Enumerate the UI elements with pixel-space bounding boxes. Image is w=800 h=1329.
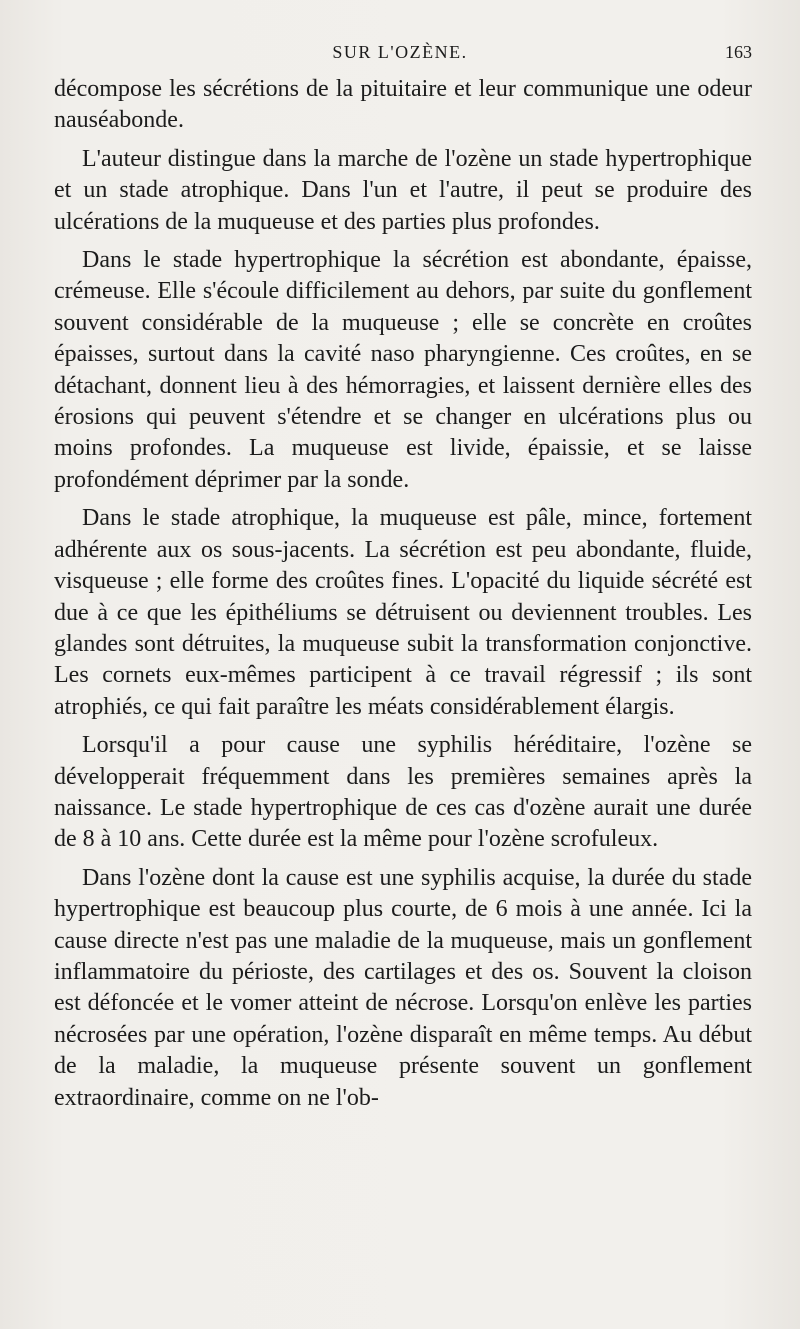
paragraph-1: décompose les sécrétions de la pituitaire et leur communique une odeur nauséabonde. <box>54 76 752 134</box>
paragraph-6: Dans l'ozène dont la cause est une syphilis acquise, la durée du stade hypertrophique est beaucoup plus courte, de 6 mois à une année. Ici la cause directe n'est pas une maladie de la muqueuse, mais un gonflement inflammatoire du périoste, des cartilages et des os. Souvent la cloison est défoncée et le vomer atteint de nécrose. Lorsqu'on enlève les parties nécrosées par une opération, l'ozène disparaît en même temps. Au début de la maladie, la muqueuse présente souvent un gonflement extraordinaire, comme on ne l'ob- <box>54 864 752 1111</box>
body-text <box>54 74 752 1121</box>
paragraph-3: Dans le stade hypertrophique la sécrétion est abondante, épaisse, crémeuse. Elle s'écoule difficilement au dehors, par suite du gonflement souvent considérable de la muqueuse ; elle se concrète en croûtes épaisses, surtout dans la cavité naso pharyngienne. Ces croûtes, en se détachant, donnent lieu à des hémorragies, et laissent dernière elles des érosions qui peuvent s'étendre et se changer en ulcérations plus ou moins profondes. La muqueuse est livide, épaissie, et se laisse profondément déprimer par la sonde. <box>54 247 752 493</box>
paragraph-4: Dans le stade atrophique, la muqueuse est pâle, mince, fortement adhérente aux os sous-jacents. La sécrétion est peu abondante, fluide, visqueuse ; elle forme des croûtes fines. L'opacité du liquide sécrété est due à ce que les épithéliums se détruisent ou deviennent troubles. Les glandes sont détruites, la muqueuse subit la transformation conjonctive. Les cornets eux-mêmes participent à ce travail régressif ; ils sont atrophiés, ce qui fait paraître les méats considérablement élargis. <box>54 505 752 720</box>
paragraph-2: L'auteur distingue dans la marche de l'ozène un stade hypertrophique et un stade atrophique. Dans l'un et l'autre, il peut se produire des ulcérations de la muqueuse et des parties plus profondes. <box>54 145 752 235</box>
running-title: SUR L'OZÈNE. <box>332 42 468 62</box>
paragraph-5: Lorsqu'il a pour cause une syphilis héréditaire, l'ozène se développerait fréquemment dans les premières semaines après la naissance. Le stade hypertrophique de ces cas d'ozène aurait une durée de 8 à 10 ans. Cette durée est la même pour l'ozène scrofuleux. <box>54 732 752 853</box>
page-number: 163 <box>725 42 752 62</box>
page-header <box>0 38 800 68</box>
